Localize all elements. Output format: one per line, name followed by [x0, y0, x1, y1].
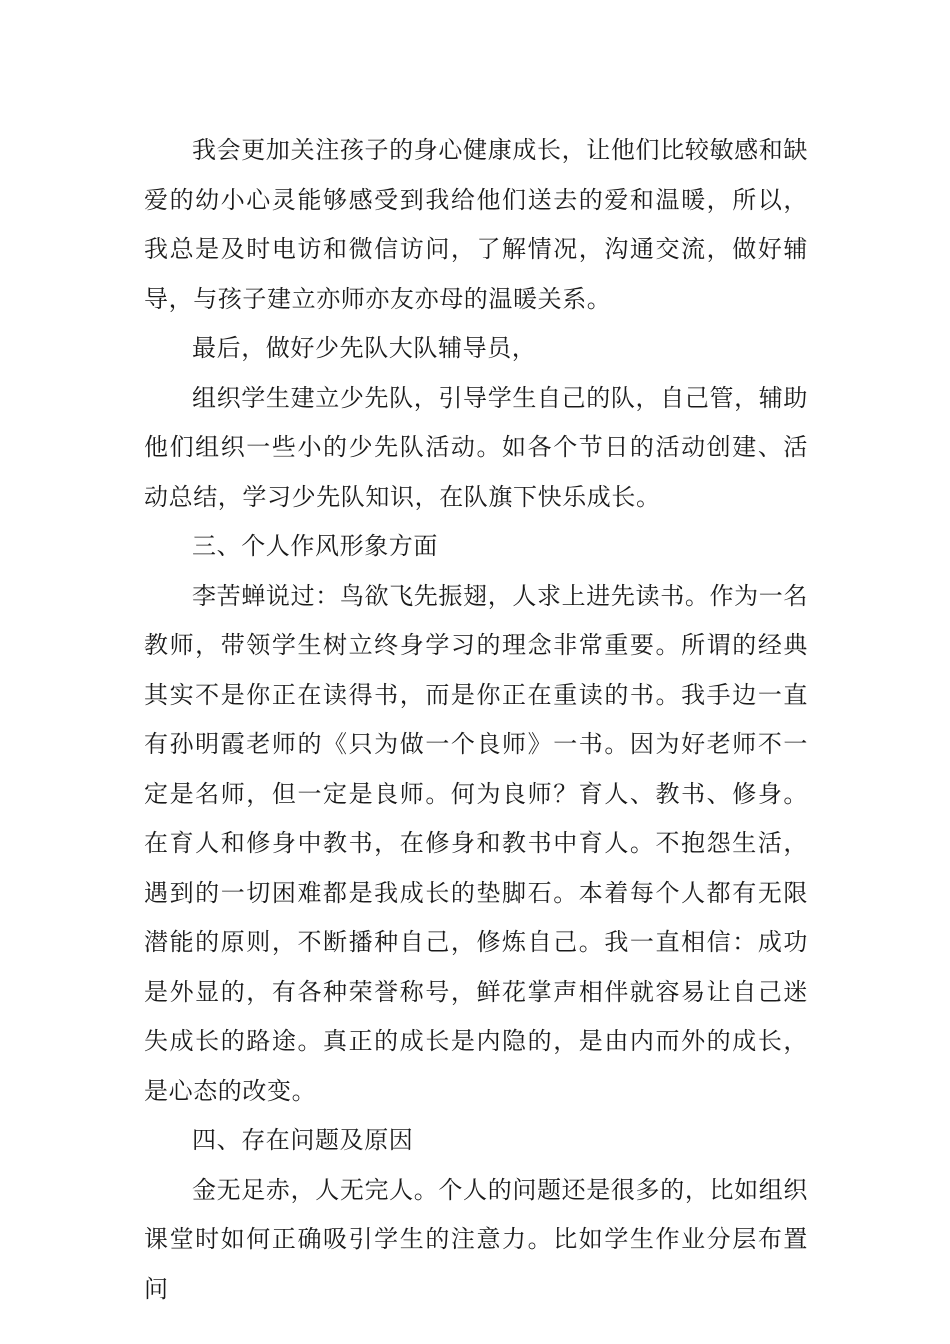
paragraph-lifelong-learning: 李苦蝉说过：鸟欲飞先振翅，人求上进先读书。作为一名教师，带领学生树立终身学习的理念非常重要。所谓的经典其实不是你正在读得书，而是你正在重读的书。我手边一直有孙明霞老师的《只为做一个良师》一书。因为好老师不一定是名师，但一定是良师。何为良师？育人、教书、修身。在育人和修身中教书，在修身和教书中育人。不抱怨生活，遇到的一切困难都是我成长的垫脚石。本着每个人都有无限潜能的原则，不断播种自己，修炼自己。我一直相信：成功是外显的，有各种荣誉称号，鲜花掌声相伴就容易让自己迷失成长的路途。真正的成长是内隐的，是由内而外的成长，是心态的改变。	[144, 581, 808, 1105]
paragraph-problems: 金无足赤，人无完人。个人的问题还是很多的，比如组织课堂时如何正确吸引学生的注意力。比如学生作业分层布置问	[144, 1175, 808, 1303]
section-heading-problems: 四、存在问题及原因	[192, 1126, 414, 1154]
paragraph-pioneer-activities: 组织学生建立少先队，引导学生自己的队，自己管，辅助他们组织一些小的少先队活动。如各个节日的活动创建、活动总结，学习少先队知识，在队旗下快乐成长。	[144, 383, 808, 511]
document-body	[144, 126, 808, 1314]
section-heading-personal-style: 三、个人作风形象方面	[192, 532, 438, 560]
paragraph-care-for-children: 我会更加关注孩子的身心健康成长，让他们比较敏感和缺爱的幼小心灵能够感受到我给他们送去的爱和温暖，所以，我总是及时电访和微信访问，了解情况，沟通交流，做好辅导，与孩子建立亦师亦友亦母的温暖关系。	[144, 136, 808, 313]
paragraph-pioneer-counselor: 最后，做好少先队大队辅导员，	[192, 334, 537, 362]
